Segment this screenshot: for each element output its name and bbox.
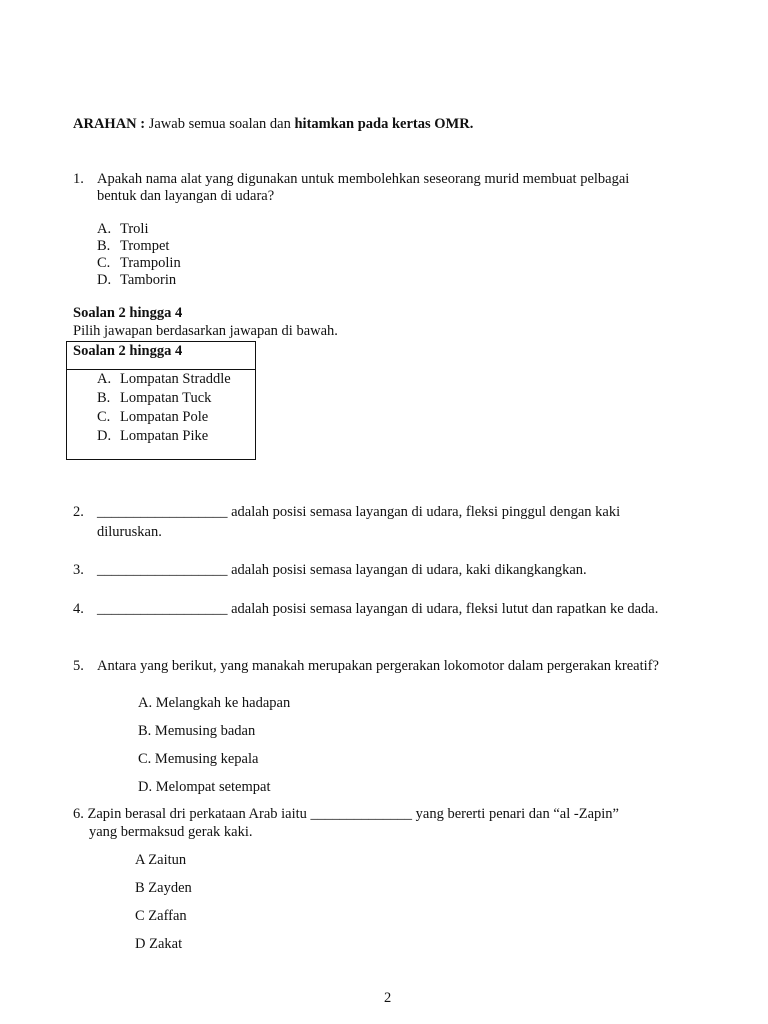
instruction-line: [73, 116, 473, 133]
section2-instruction: Pilih jawapan berdasarkan jawapan di bawah.: [73, 323, 338, 339]
q1-number: 1.: [73, 171, 84, 187]
q1-text-line2: bentuk dan layangan di udara?: [97, 188, 275, 204]
q6-option-d: D Zakat: [135, 936, 183, 952]
instruction-emphasis: hitamkan pada kertas OMR.: [294, 116, 474, 132]
instruction-label: ARAHAN :: [73, 116, 146, 132]
section2-heading: Soalan 2 hingga 4: [73, 305, 183, 321]
q1-option-d-letter: D.: [97, 272, 112, 288]
q1-option-a-letter: A.: [97, 221, 112, 237]
q6-text-line2: yang bermaksud gerak kaki.: [89, 824, 253, 840]
box-option-c-letter: C.: [97, 409, 111, 425]
q3-number: 3.: [73, 562, 84, 578]
box-option-b-letter: B.: [97, 390, 111, 406]
q5-option-a: A. Melangkah ke hadapan: [138, 695, 291, 711]
box-option-d-text: Lompatan Pike: [120, 428, 209, 444]
instruction-text: Jawab semua soalan dan: [145, 116, 295, 132]
q4-number: 4.: [73, 601, 84, 617]
q2-number: 2.: [73, 504, 84, 520]
answer-box-divider: [66, 369, 255, 370]
q5-number: 5.: [73, 658, 84, 674]
q1-option-d-text: Tamborin: [120, 272, 177, 288]
answer-box-title: Soalan 2 hingga 4: [73, 343, 183, 359]
q6-option-a: A Zaitun: [135, 852, 187, 868]
q1-option-a-text: Troli: [120, 221, 149, 237]
q6-option-b: B Zayden: [135, 880, 192, 896]
box-option-a-letter: A.: [97, 371, 112, 387]
q1-text-line1: Apakah nama alat yang digunakan untuk membolehkan seseorang murid membuat pelbagai: [97, 171, 630, 187]
q6-option-c: C Zaffan: [135, 908, 187, 924]
q5-option-c: C. Memusing kepala: [138, 751, 259, 767]
box-option-a-text: Lompatan Straddle: [120, 371, 231, 387]
q1-option-b-text: Trompet: [120, 238, 170, 254]
q5-option-d: D. Melompat setempat: [138, 779, 271, 795]
q1-option-b-letter: B.: [97, 238, 111, 254]
box-option-c-text: Lompatan Pole: [120, 409, 209, 425]
q6-text-line1: 6. Zapin berasal dri perkataan Arab iaitu ______________ yang bererti penari dan “al -Zapin”: [73, 806, 619, 822]
box-option-b-text: Lompatan Tuck: [120, 390, 212, 406]
q4-text: __________________ adalah posisi semasa layangan di udara, fleksi lutut dan rapatkan ke dada.: [97, 601, 659, 617]
q3-text: __________________ adalah posisi semasa layangan di udara, kaki dikangkangkan.: [97, 562, 587, 578]
q1-option-c-text: Trampolin: [120, 255, 181, 271]
page-number: 2: [384, 990, 392, 1006]
q5-option-b: B. Memusing badan: [138, 723, 256, 739]
q2-text-line2: diluruskan.: [97, 524, 162, 540]
box-option-d-letter: D.: [97, 428, 112, 444]
q5-text: Antara yang berikut, yang manakah merupakan pergerakan lokomotor dalam pergerakan kreatif?: [97, 658, 659, 674]
q2-text-line1: __________________ adalah posisi semasa layangan di udara, fleksi pinggul dengan kaki: [97, 504, 621, 520]
q1-option-c-letter: C.: [97, 255, 111, 271]
